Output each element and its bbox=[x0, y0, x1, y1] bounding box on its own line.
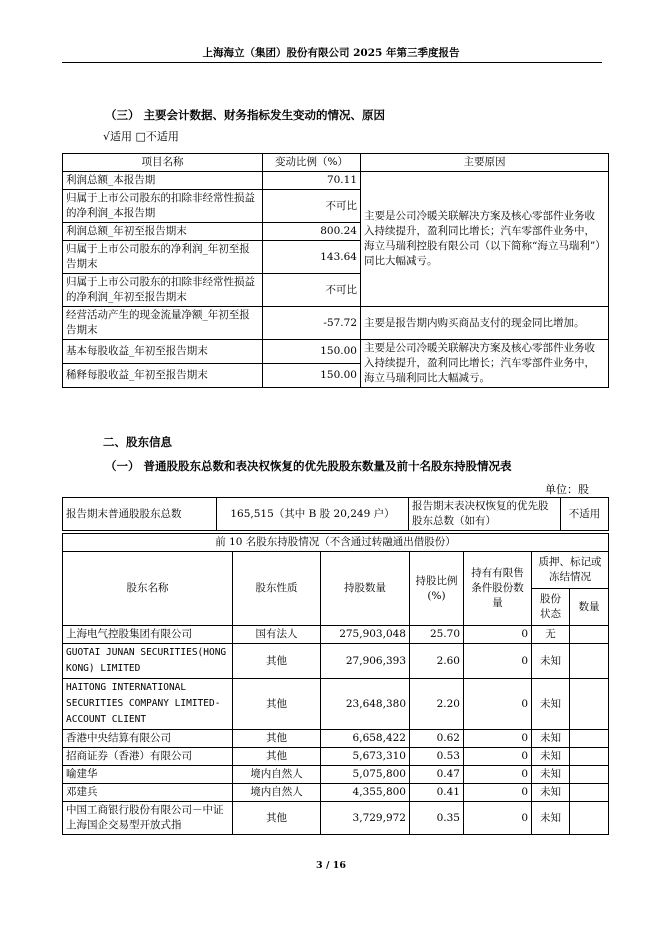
change-reasons-table bbox=[62, 153, 609, 388]
holder-ratio: 2.20 bbox=[410, 679, 464, 730]
col-header-shares: 持股数量 bbox=[321, 552, 410, 626]
item-value: 150.00 bbox=[263, 364, 361, 388]
holder-status: 未知 bbox=[532, 644, 570, 679]
holder-nature: 其他 bbox=[233, 679, 321, 730]
applicability-note: √适用 □不适用 bbox=[103, 130, 179, 143]
item-value: 143.64 bbox=[263, 241, 361, 274]
table-row bbox=[63, 679, 609, 730]
top10-shareholders-table bbox=[62, 533, 609, 835]
holder-status: 无 bbox=[532, 626, 570, 644]
holder-nature: 境内自然人 bbox=[233, 784, 321, 802]
holder-shares: 3,729,972 bbox=[321, 802, 410, 835]
holder-ratio: 0.53 bbox=[410, 748, 464, 766]
shareholder-subheading: （一） 普通股股东总数和表决权恢复的优先股股东数量及前十名股东持股情况表 bbox=[105, 459, 512, 473]
item-name: 归属于上市公司股东的扣除非经常性损益的净利润_本报告期 bbox=[63, 190, 263, 223]
holder-restricted: 0 bbox=[464, 766, 532, 784]
table-row bbox=[63, 307, 609, 340]
holder-status: 未知 bbox=[532, 766, 570, 784]
holder-restricted: 0 bbox=[464, 730, 532, 748]
holder-qty bbox=[570, 766, 609, 784]
holder-nature: 国有法人 bbox=[233, 626, 321, 644]
holder-ratio: 0.47 bbox=[410, 766, 464, 784]
holder-name: 中国工商银行股份有限公司－中证上海国企交易型开放式指 bbox=[63, 802, 233, 835]
item-name: 归属于上市公司股东的扣除非经常性损益的净利润_年初至报告期末 bbox=[63, 274, 263, 307]
col-header-restricted: 持有有限售条件股份数量 bbox=[464, 552, 532, 626]
holder-shares: 23,648,380 bbox=[321, 679, 410, 730]
holder-status: 未知 bbox=[532, 679, 570, 730]
total-holders-value: 165,515（其中 B 股 20,249 户） bbox=[217, 498, 409, 531]
table-row bbox=[63, 784, 609, 802]
preferred-holders-label: 报告期末表决权恢复的优先股股东总数（如有） bbox=[409, 498, 561, 531]
item-name: 经营活动产生的现金流量净额_年初至报告期末 bbox=[63, 307, 263, 340]
holder-status: 未知 bbox=[532, 730, 570, 748]
total-holders-label: 报告期末普通股股东总数 bbox=[63, 498, 217, 531]
table-row bbox=[63, 802, 609, 835]
item-name: 基本每股收益_年初至报告期末 bbox=[63, 340, 263, 364]
item-name: 归属于上市公司股东的净利润_年初至报告期末 bbox=[63, 241, 263, 274]
holder-ratio: 0.41 bbox=[410, 784, 464, 802]
holder-name: 喻建华 bbox=[63, 766, 233, 784]
holder-name: 招商证券（香港）有限公司 bbox=[63, 748, 233, 766]
holder-restricted: 0 bbox=[464, 679, 532, 730]
holder-nature: 境内自然人 bbox=[233, 766, 321, 784]
holder-qty bbox=[570, 748, 609, 766]
table-row bbox=[63, 644, 609, 679]
holder-shares: 4,355,800 bbox=[321, 784, 410, 802]
section3-heading: （三） 主要会计数据、财务指标发生变动的情况、原因 bbox=[105, 108, 386, 122]
holder-status: 未知 bbox=[532, 748, 570, 766]
col-header-nature: 股东性质 bbox=[233, 552, 321, 626]
item-value: 70.11 bbox=[263, 172, 361, 190]
preferred-holders-value: 不适用 bbox=[561, 498, 609, 531]
holder-qty bbox=[570, 626, 609, 644]
holder-restricted: 0 bbox=[464, 802, 532, 835]
item-name: 稀释每股收益_年初至报告期末 bbox=[63, 364, 263, 388]
holder-shares: 5,075,800 bbox=[321, 766, 410, 784]
header-divider bbox=[62, 62, 602, 63]
table-header-row bbox=[63, 154, 609, 172]
table-row bbox=[63, 730, 609, 748]
holder-ratio: 0.62 bbox=[410, 730, 464, 748]
item-value: -57.72 bbox=[263, 307, 361, 340]
item-value: 150.00 bbox=[263, 340, 361, 364]
table-row bbox=[63, 340, 609, 364]
holder-status: 未知 bbox=[532, 784, 570, 802]
table-row bbox=[63, 626, 609, 644]
item-name: 利润总额_年初至报告期末 bbox=[63, 223, 263, 241]
table-title-row bbox=[63, 534, 609, 552]
table-header-row bbox=[63, 552, 609, 589]
shareholder-summary-table bbox=[62, 497, 609, 531]
holder-ratio: 25.70 bbox=[410, 626, 464, 644]
col-header-reason: 主要原因 bbox=[361, 154, 609, 172]
item-value: 不可比 bbox=[263, 274, 361, 307]
table-row bbox=[63, 172, 609, 190]
reason-cell: 主要是公司冷暖关联解决方案及核心零部件业务收入持续提升，盈利同比增长；汽车零部件业务中，海立马瑞利同比大幅减亏。 bbox=[361, 340, 609, 388]
holder-shares: 275,903,048 bbox=[321, 626, 410, 644]
col-header-ratio: 变动比例（%） bbox=[263, 154, 361, 172]
holder-restricted: 0 bbox=[464, 626, 532, 644]
holder-status: 未知 bbox=[532, 802, 570, 835]
holder-qty bbox=[570, 679, 609, 730]
summary-row bbox=[63, 498, 609, 531]
holder-shares: 6,658,422 bbox=[321, 730, 410, 748]
holder-ratio: 0.35 bbox=[410, 802, 464, 835]
col-header-pledge: 质押、标记或冻结情况 bbox=[532, 552, 609, 589]
holder-restricted: 0 bbox=[464, 644, 532, 679]
holder-restricted: 0 bbox=[464, 748, 532, 766]
holder-name: HAITONG INTERNATIONAL SECURITIES COMPANY LIMITED-ACCOUNT CLIENT bbox=[63, 679, 233, 730]
holder-nature: 其他 bbox=[233, 730, 321, 748]
reason-cell: 主要是公司冷暖关联解决方案及核心零部件业务收入持续提升，盈利同比增长；汽车零部件业务中，海立马瑞利控股有限公司（以下简称“海立马瑞利”）同比大幅减亏。 bbox=[361, 172, 609, 307]
reason-cell: 主要是报告期内购买商品支付的现金同比增加。 bbox=[361, 307, 609, 340]
unit-label: 单位：股 bbox=[545, 483, 589, 496]
item-value: 不可比 bbox=[263, 190, 361, 223]
col-header-status: 股份状态 bbox=[532, 589, 570, 626]
holder-qty bbox=[570, 784, 609, 802]
page-number: 3 / 16 bbox=[316, 860, 346, 871]
col-header-name: 股东名称 bbox=[63, 552, 233, 626]
holder-qty bbox=[570, 644, 609, 679]
holder-shares: 5,673,310 bbox=[321, 748, 410, 766]
holder-name: 上海电气控股集团有限公司 bbox=[63, 626, 233, 644]
holder-shares: 27,906,393 bbox=[321, 644, 410, 679]
section2-heading: 二、股东信息 bbox=[103, 435, 172, 449]
col-header-ratio: 持股比例(%) bbox=[410, 552, 464, 626]
item-value: 800.24 bbox=[263, 223, 361, 241]
holder-qty bbox=[570, 730, 609, 748]
holder-name: 香港中央结算有限公司 bbox=[63, 730, 233, 748]
table-row bbox=[63, 748, 609, 766]
table-row bbox=[63, 766, 609, 784]
holder-qty bbox=[570, 802, 609, 835]
holder-name: 邓建兵 bbox=[63, 784, 233, 802]
report-header-title: 上海海立（集团）股份有限公司 2025 年第三季度报告 bbox=[202, 47, 460, 59]
col-header-qty: 数量 bbox=[570, 589, 609, 626]
col-header-item: 项目名称 bbox=[63, 154, 263, 172]
holder-nature: 其他 bbox=[233, 644, 321, 679]
top10-title: 前 10 名股东持股情况（不含通过转融通出借股份） bbox=[63, 534, 609, 552]
holder-nature: 其他 bbox=[233, 802, 321, 835]
holder-restricted: 0 bbox=[464, 784, 532, 802]
holder-name: GUOTAI JUNAN SECURITIES(HONG KONG) LIMITED bbox=[63, 644, 233, 679]
item-name: 利润总额_本报告期 bbox=[63, 172, 263, 190]
holder-nature: 其他 bbox=[233, 748, 321, 766]
holder-ratio: 2.60 bbox=[410, 644, 464, 679]
